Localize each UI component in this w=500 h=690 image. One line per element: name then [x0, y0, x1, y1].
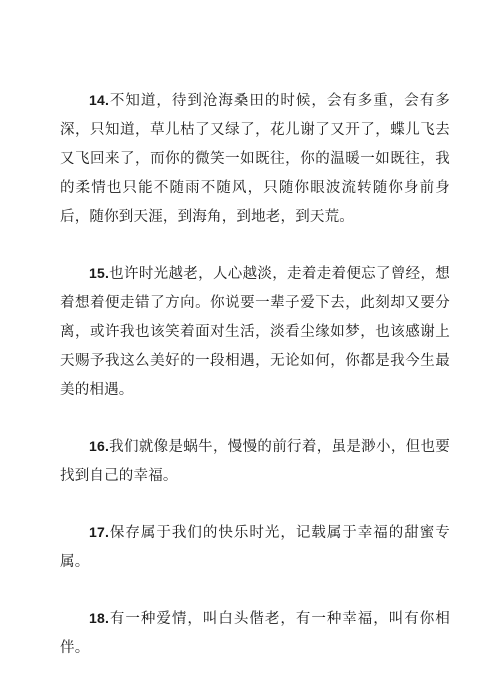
paragraph-text: 保存属于我们的快乐时光，记载属于幸福的甜蜜专属。: [60, 525, 450, 570]
document-page: [60, 86, 450, 690]
paragraph-number: 15.: [89, 265, 110, 281]
paragraph-text: 不知道，待到沧海桑田的时候，会有多重，会有多深，只知道，草儿枯了又绿了，花儿谢了又开了，蝶儿飞去又飞回来了，而你的微笑一如既往，你的温暖一如既往，我的柔情也只能不随雨不随风，只随你眼波流转随你身前身后，随你到天涯，到海角，到地老，到天荒。: [60, 93, 450, 225]
paragraph-15: [60, 259, 450, 405]
paragraph-number: 16.: [89, 438, 110, 454]
paragraph-text: 也许时光越老，人心越淡，走着走着便忘了曾经，想着想着便走错了方向。你说要一辈子爱下去，此刻却又要分离，或许我也该笑着面对生活，淡看尘缘如梦，也该感谢上天赐予我这么美好的一段相遇，无论如何，你都是我今生最美的相遇。: [60, 266, 450, 398]
paragraph-18: [60, 604, 450, 663]
paragraph-number: 18.: [89, 610, 110, 626]
paragraph-16: [60, 432, 450, 491]
paragraph-text: 我们就像是蜗牛，慢慢的前行着，虽是渺小，但也要找到自己的幸福。: [60, 439, 450, 484]
paragraph-text: 有一种爱情，叫白头偕老，有一种幸福，叫有你相伴。: [60, 611, 450, 656]
paragraph-number: 14.: [89, 92, 110, 108]
paragraph-number: 17.: [89, 524, 110, 540]
paragraph-17: [60, 518, 450, 577]
paragraph-14: [60, 86, 450, 232]
